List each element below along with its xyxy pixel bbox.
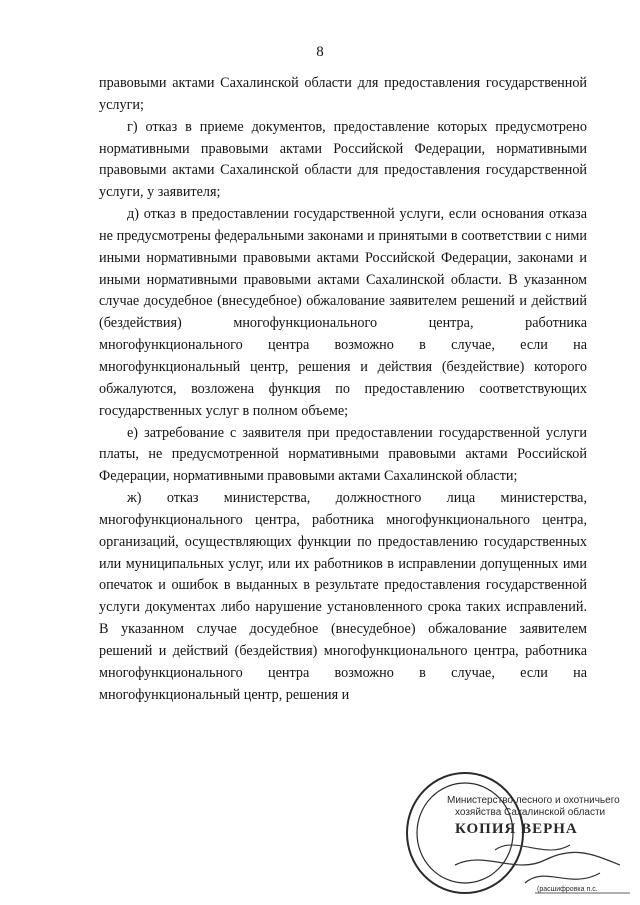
stamp-copy-certified-label: КОПИЯ ВЕРНА (455, 821, 578, 837)
paragraph-continuation: правовыми актами Сахалинской области для предоставления государственной услуги; (99, 75, 587, 113)
paragraph-item-e: е) затребование с заявителя при предоставлении государственной услуги платы, не предусмотренной нормативными правовыми актами Российской Федерации, нормативными правовыми актами Сахалинской области; (99, 424, 587, 485)
stamp-organization-line2: хозяйства Сахалинской области (455, 807, 606, 818)
paragraph-item-zh: ж) отказ министерства, должностного лица министерства, многофункционального центра, работника многофункционального центра, организаций, осуществляющих функции по предоставлению государственных или муниципальных услуг, или их работников в исправлении допущенных ими опечаток и ошибок в выданных в результате предоставления государственной услуги документах либо нарушение установленного срока таких исправлений. В указанном случае досудебное (внесудебное) обжалование заявителем решений и действий (бездействия) многофункционального центра, работника многофункционального центра возможно в случае, если на многофункциональный центр, решения и (99, 490, 587, 703)
stamp-organization-line1: Министерство лесного и охотничьего (447, 795, 620, 806)
document-body (99, 73, 587, 706)
page-number: 8 (316, 44, 324, 60)
paragraph-item-g: г) отказ в приеме документов, предоставление которых предусмотрено нормативными правовыми актами Российской Федерации, нормативными правовыми актами Сахалинской области для предоставления государственной услуги, у заявителя; (99, 118, 587, 201)
paragraph-item-d: д) отказ в предоставлении государственной услуги, если основания отказа не предусмотрены федеральными законами и принятыми в соответствии с ними иными нормативными правовыми актами Российской Федерации, законами и иными нормативными правовыми актами Сахалинской области. В указанном случае досудебное (внесудебное) обжалование заявителем решений и действий (бездействия) многофункционального центра, работника многофункционального центра возможно в случае, если на многофункциональный центр, решения и действия (бездействие) которого обжалуются, возложена функция по предоставлению соответствующих государственных услуг в полном объеме; (99, 206, 587, 419)
certification-stamp (395, 765, 640, 900)
stamp-decode-label: (расшифровка п.с. (537, 886, 598, 893)
